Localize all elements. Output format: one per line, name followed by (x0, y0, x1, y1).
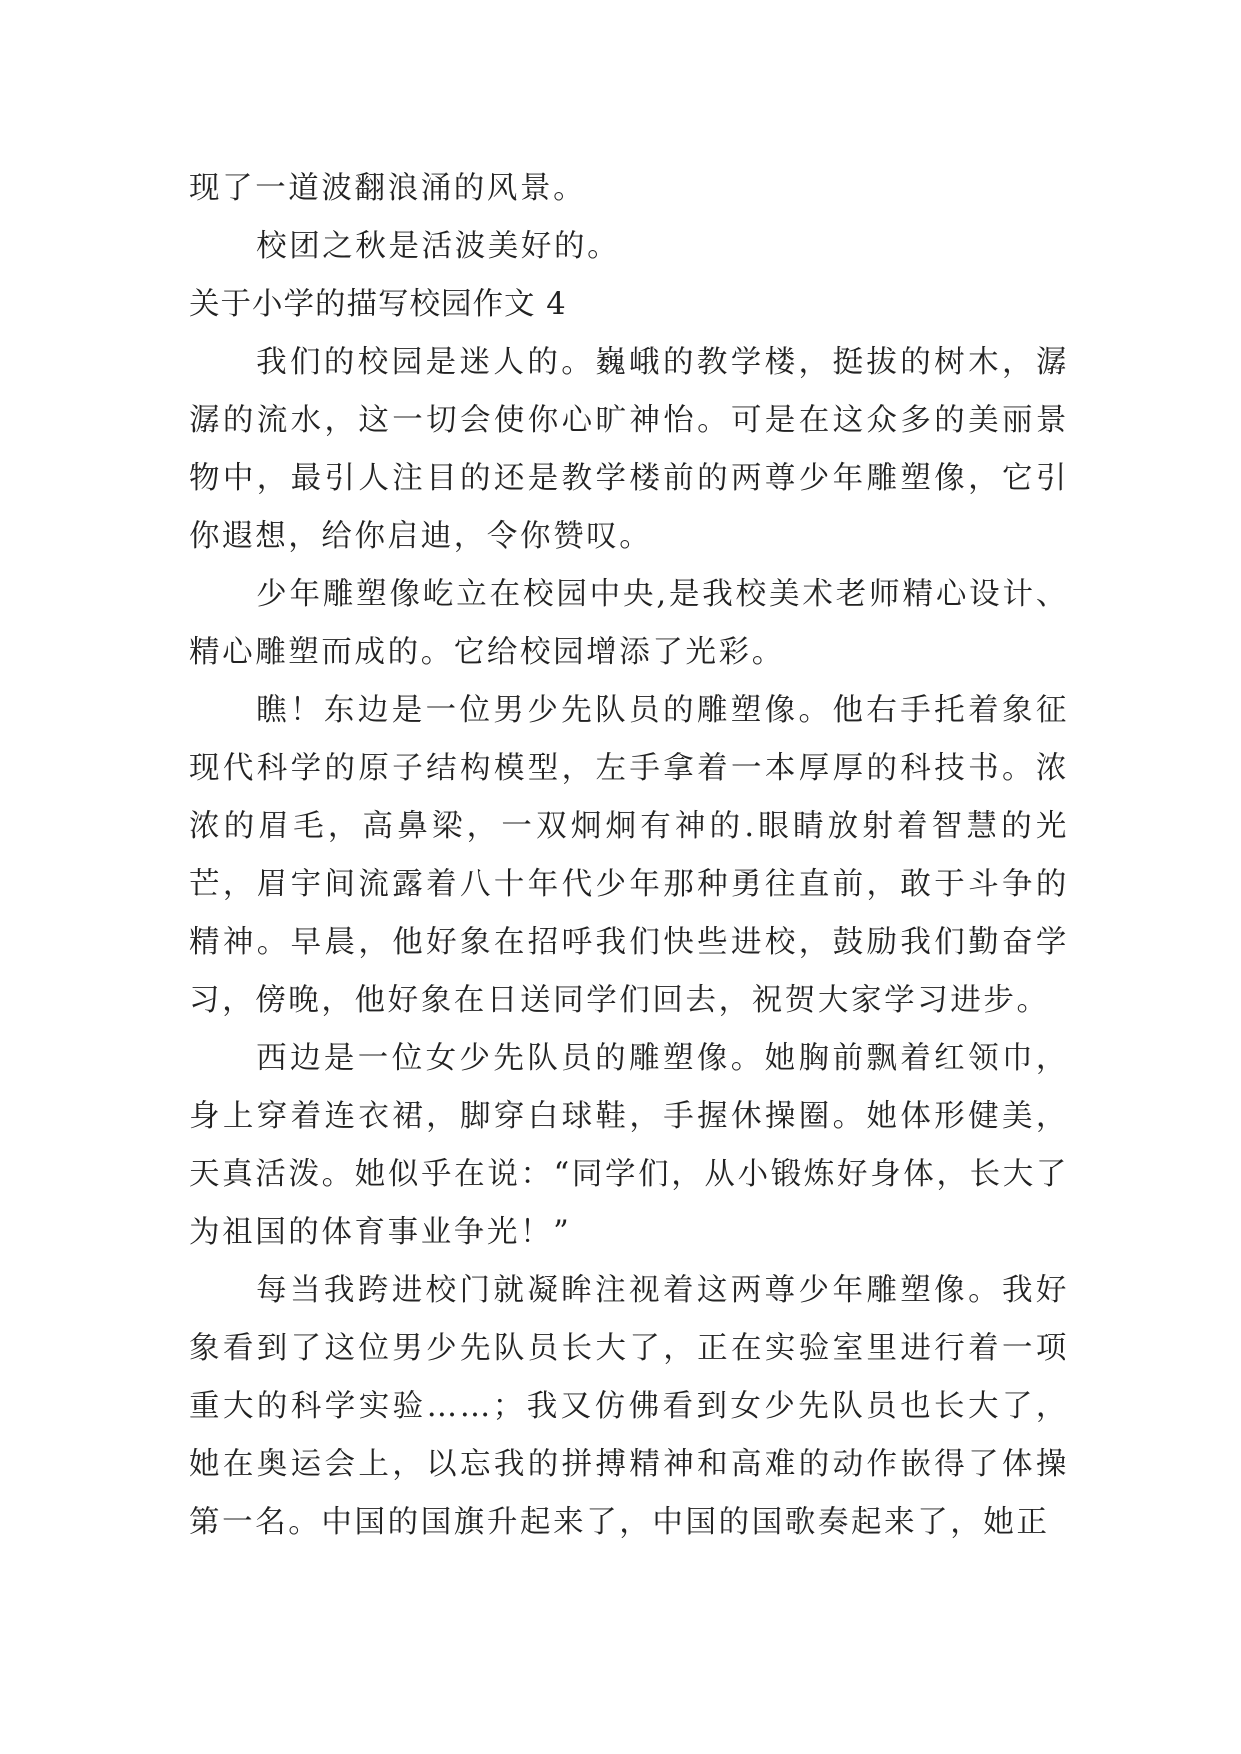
continued-paragraph: 现了一道波翻浪涌的风景。 (189, 171, 587, 206)
body-paragraph-2: 少年雕塑像屹立在校园中央,是我校美术老师精心设计、精心雕塑而成的。它给校园增添了光彩。 (189, 577, 1069, 670)
body-paragraph-5: 每当我跨进校门就凝眸注视着这两尊少年雕塑像。我好象看到了这位男少先队员长大了，正在实验室里进行着一项重大的科学实验……；我又仿佛看到女少先队员也长大了，她在奥运会上，以忘我的拼搏精神和高难的动作嵌得了体操第一名。中国的国旗升起来了，中国的国歌奏起来了，她正 (189, 1273, 1069, 1540)
body-paragraph-1: 我们的校园是迷人的。巍峨的教学楼，挺拔的树木，潺潺的流水，这一切会使你心旷神怡。可是在这众多的美丽景物中，最引人注目的还是教学楼前的两尊少年雕塑像，它引你遐想，给你启迪，令你赞叹。 (189, 345, 1069, 554)
document-content (189, 160, 1069, 1552)
essay-heading: 关于小学的描写校园作文 4 (189, 287, 567, 322)
body-paragraph-3: 瞧！东边是一位男少先队员的雕塑像。他右手托着象征现代科学的原子结构模型，左手拿着一本厚厚的科技书。浓浓的眉毛，高鼻梁，一双炯炯有神的.眼睛放射着智慧的光芒，眉宇间流露着八十年代少年那种勇往直前，敢于斗争的精神。早晨，他好象在招呼我们快些进校，鼓励我们勤奋学习，傍晚，他好象在日送同学们回去，祝贺大家学习进步。 (189, 693, 1069, 1018)
closing-paragraph: 校团之秋是活波美好的。 (256, 229, 621, 264)
body-paragraph-4: 西边是一位女少先队员的雕塑像。她胸前飘着红领巾，身上穿着连衣裙，脚穿白球鞋，手握休操圈。她体形健美，天真活泼。她似乎在说：“同学们，从小锻炼好身体，长大了为祖国的体育事业争光！” (189, 1041, 1069, 1250)
